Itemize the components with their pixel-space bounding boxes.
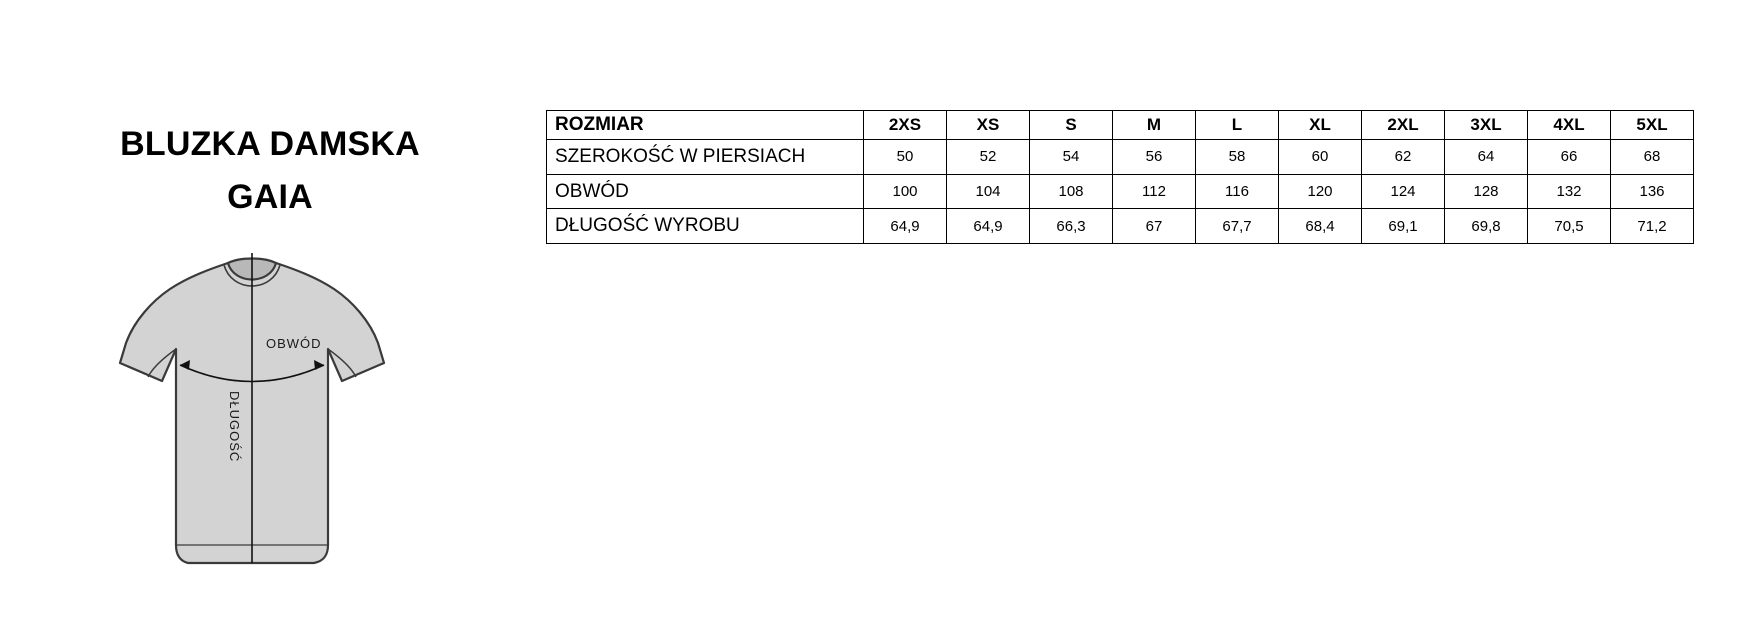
cell-length-2xs: 64,9 xyxy=(864,209,947,244)
size-table-container xyxy=(546,110,1694,244)
table-row xyxy=(547,174,1694,209)
size-table xyxy=(546,110,1694,244)
cell-chest-2xl: 62 xyxy=(1362,140,1445,175)
table-header-row xyxy=(547,111,1694,140)
cell-length-2xl: 69,1 xyxy=(1362,209,1445,244)
cell-circ-4xl: 132 xyxy=(1528,174,1611,209)
header-size-xs: XS xyxy=(947,111,1030,140)
cell-chest-xs: 52 xyxy=(947,140,1030,175)
cell-length-4xl: 70,5 xyxy=(1528,209,1611,244)
cell-length-xs: 64,9 xyxy=(947,209,1030,244)
header-rozmiar: ROZMIAR xyxy=(547,111,864,140)
cell-circ-xs: 104 xyxy=(947,174,1030,209)
row-label-circumference: OBWÓD xyxy=(547,174,864,209)
cell-length-m: 67 xyxy=(1113,209,1196,244)
header-size-2xl: 2XL xyxy=(1362,111,1445,140)
cell-chest-5xl: 68 xyxy=(1611,140,1694,175)
cell-circ-xl: 120 xyxy=(1279,174,1362,209)
header-size-5xl: 5XL xyxy=(1611,111,1694,140)
cell-chest-m: 56 xyxy=(1113,140,1196,175)
page-title xyxy=(0,118,540,223)
cell-chest-s: 54 xyxy=(1030,140,1113,175)
label-length: DŁUGOŚĆ xyxy=(227,391,242,463)
header-size-4xl: 4XL xyxy=(1528,111,1611,140)
header-size-s: S xyxy=(1030,111,1113,140)
header-size-3xl: 3XL xyxy=(1445,111,1528,140)
tshirt-diagram xyxy=(118,245,438,585)
header-size-l: L xyxy=(1196,111,1279,140)
table-row xyxy=(547,209,1694,244)
header-size-xl: XL xyxy=(1279,111,1362,140)
tshirt-icon xyxy=(118,245,438,585)
cell-circ-2xs: 100 xyxy=(864,174,947,209)
header-size-m: M xyxy=(1113,111,1196,140)
cell-chest-l: 58 xyxy=(1196,140,1279,175)
cell-circ-s: 108 xyxy=(1030,174,1113,209)
cell-length-3xl: 69,8 xyxy=(1445,209,1528,244)
product-title-line-1: BLUZKA DAMSKA xyxy=(120,125,420,163)
cell-length-xl: 68,4 xyxy=(1279,209,1362,244)
header-size-2xs: 2XS xyxy=(864,111,947,140)
cell-length-l: 67,7 xyxy=(1196,209,1279,244)
product-panel xyxy=(0,0,540,622)
cell-chest-xl: 60 xyxy=(1279,140,1362,175)
cell-circ-l: 116 xyxy=(1196,174,1279,209)
label-circumference: OBWÓD xyxy=(266,336,322,351)
cell-chest-4xl: 66 xyxy=(1528,140,1611,175)
row-label-product-length: DŁUGOŚĆ WYROBU xyxy=(547,209,864,244)
cell-circ-m: 112 xyxy=(1113,174,1196,209)
cell-chest-3xl: 64 xyxy=(1445,140,1528,175)
cell-length-5xl: 71,2 xyxy=(1611,209,1694,244)
cell-chest-2xs: 50 xyxy=(864,140,947,175)
cell-circ-3xl: 128 xyxy=(1445,174,1528,209)
cell-length-s: 66,3 xyxy=(1030,209,1113,244)
table-row xyxy=(547,140,1694,175)
cell-circ-2xl: 124 xyxy=(1362,174,1445,209)
row-label-chest-width: SZEROKOŚĆ W PIERSIACH xyxy=(547,140,864,175)
cell-circ-5xl: 136 xyxy=(1611,174,1694,209)
product-title-line-2: GAIA xyxy=(227,177,313,216)
